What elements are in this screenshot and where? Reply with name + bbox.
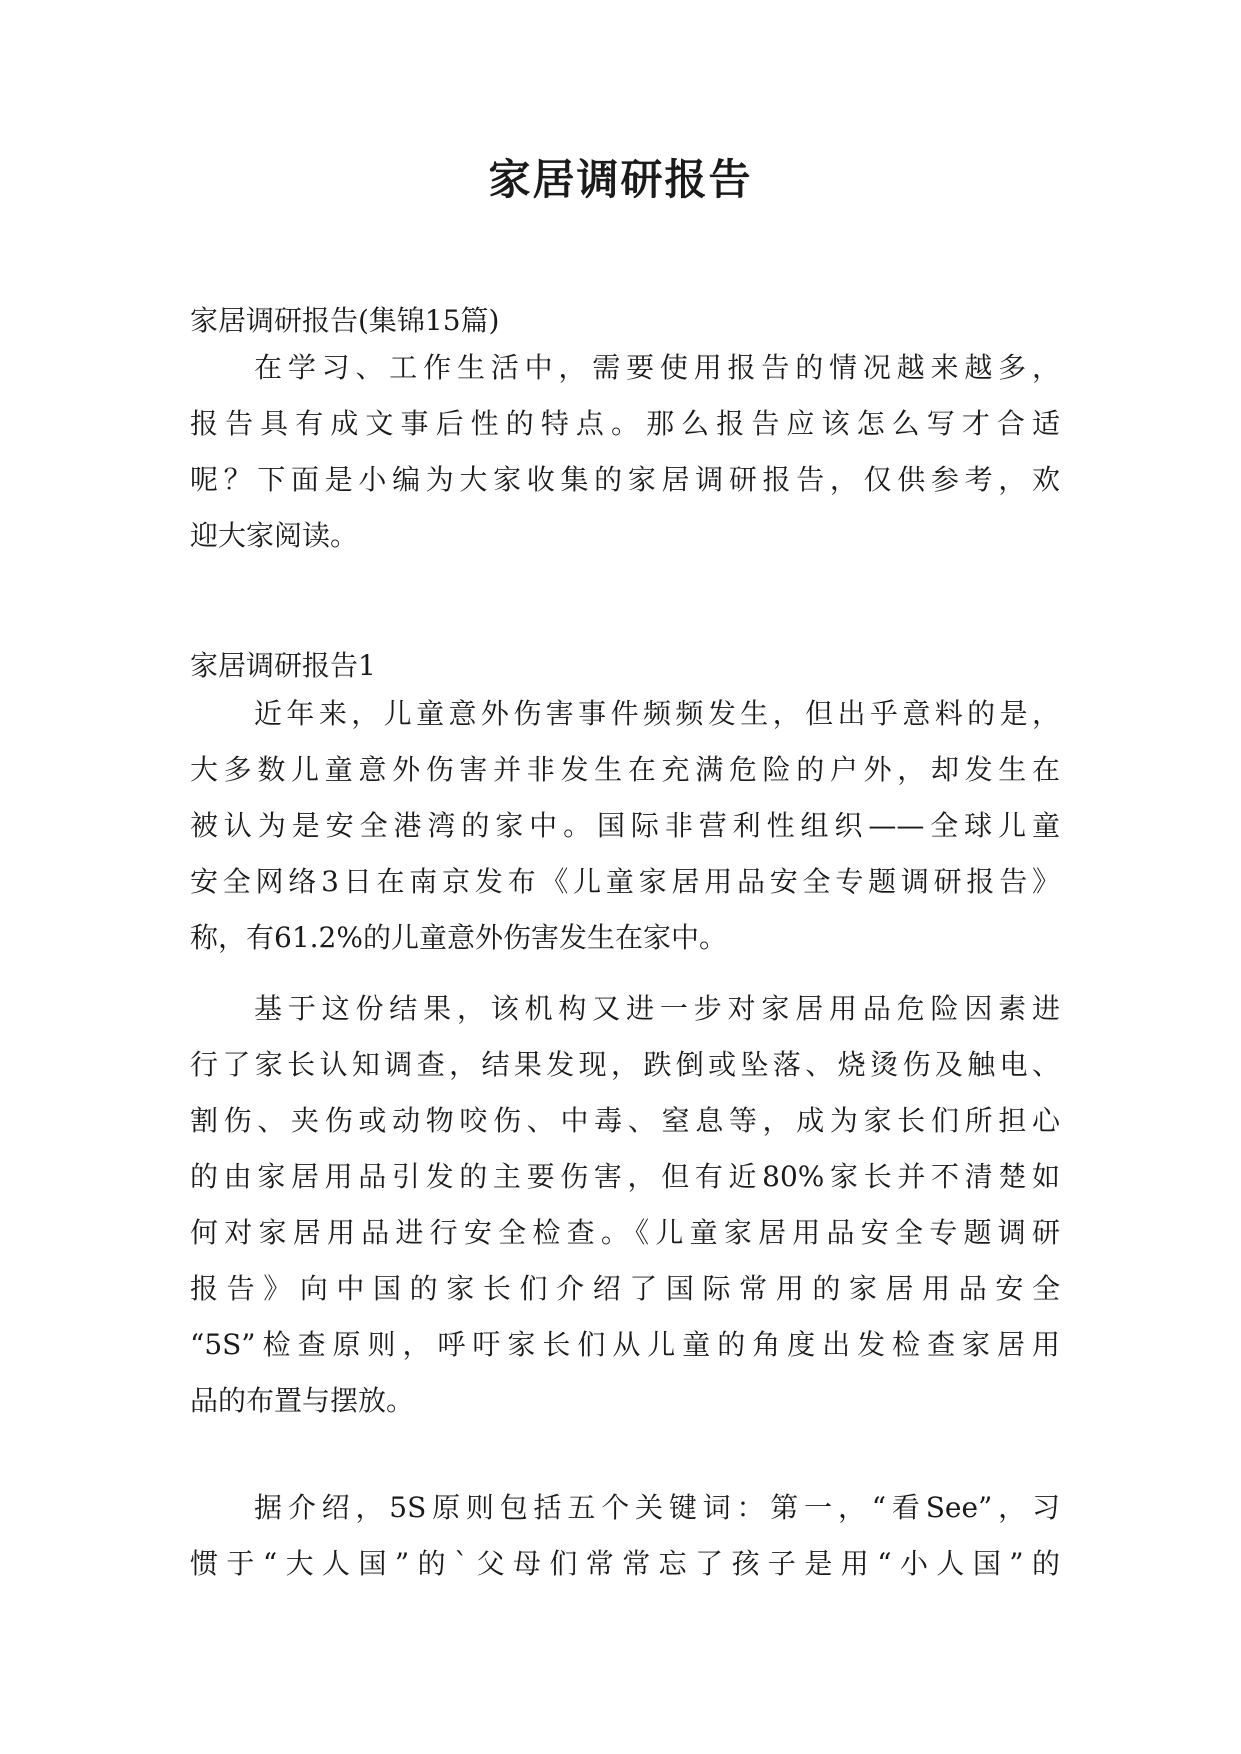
paragraph-line: “5S”检查原则，呼吁家长们从儿童的角度出发检查家居用 [190,1328,1060,1361]
page-title: 家居调研报告 [488,155,753,204]
paragraph-line: 在学习、工作生活中，需要使用报告的情况越来越多， [254,351,1060,384]
subtitle-text: 家居调研报告(集锦15篇) [190,304,500,337]
paragraph-line: 安全网络3日在南京发布《儿童家居用品安全专题调研报告》 [190,865,1060,898]
paragraph-line: 惯于“大人国”的`父母们常常忘了孩子是用“小人国”的 [190,1547,1060,1580]
paragraph-line: 报告具有成文事后性的特点。那么报告应该怎么写才合适 [190,407,1060,440]
intro-paragraph [190,340,1060,564]
paragraph-line: 的由家居用品引发的主要伤害，但有近80%家长并不清楚如 [190,1160,1060,1193]
paragraph-line: 大多数儿童意外伤害并非发生在充满危险的户外，却发生在 [190,753,1060,786]
section1-paragraph-3 [190,1480,1060,1592]
paragraph-line: 据介绍，5S原则包括五个关键词：第一，“看See”，习 [254,1491,1060,1524]
paragraph-line: 品的布置与摆放。 [190,1384,415,1417]
paragraph-line: 被认为是安全港湾的家中。国际非营利性组织——全球儿童 [190,809,1060,842]
paragraph-line: 称，有61.2%的儿童意外伤害发生在家中。 [190,921,727,954]
section1-paragraph-1 [190,686,1060,966]
section1-paragraph-2 [190,981,1060,1429]
paragraph-line: 行了家长认知调查，结果发现，跌倒或坠落、烧烫伤及触电、 [190,1048,1060,1081]
paragraph-line: 报告》向中国的家长们介绍了国际常用的家居用品安全 [190,1272,1060,1305]
paragraph-line: 基于这份结果，该机构又进一步对家居用品危险因素进 [254,992,1060,1025]
paragraph-line: 迎大家阅读。 [190,519,359,552]
section-heading-text: 家居调研报告1 [190,649,376,682]
paragraph-line: 呢？下面是小编为大家收集的家居调研报告，仅供参考，欢 [190,463,1060,496]
paragraph-line: 割伤、夹伤或动物咬伤、中毒、窒息等，成为家长们所担心 [190,1104,1060,1137]
paragraph-line: 何对家居用品进行安全检查。《儿童家居用品安全专题调研 [190,1216,1060,1249]
paragraph-line: 近年来，儿童意外伤害事件频频发生，但出乎意料的是， [254,697,1060,730]
